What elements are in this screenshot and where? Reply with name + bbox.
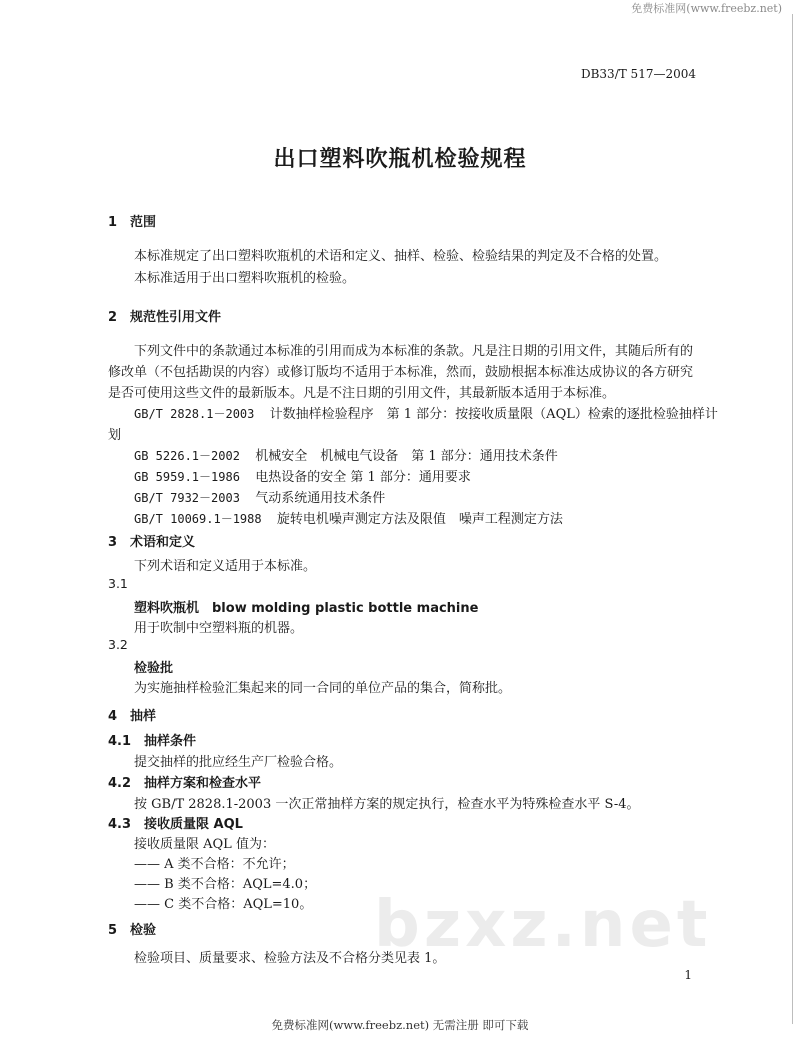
reference-title: 旋转电机噪声测定方法及限值 噪声工程测定方法 <box>276 512 563 527</box>
clause-4-1-text: 提交抽样的批应经生产厂检验合格。 <box>134 755 343 770</box>
reference-code: GB/T 2828.1－2003 <box>134 407 255 421</box>
section-4-heading: 4 抽样 <box>108 709 157 724</box>
section-1-paragraph-2: 本标准适用于出口塑料吹瓶机的检验。 <box>134 271 356 286</box>
clause-4-2-heading: 4.2 抽样方案和检查水平 <box>108 776 262 791</box>
reference-item <box>134 508 563 527</box>
section-2-para-line-2: 修改单（不包括勘误的内容）或修订版均不适用于本标准，然而，鼓励根据本标准达成协议的各方研究 <box>108 365 694 380</box>
page-number: 1 <box>684 968 692 982</box>
reference-code: GB 5959.1－1986 <box>134 470 240 484</box>
reference-code: GB/T 7932－2003 <box>134 491 240 505</box>
aql-list-item: —— C 类不合格：AQL=10。 <box>134 897 313 912</box>
aql-list-item: —— A 类不合格：不允许； <box>134 857 295 872</box>
reference-code: GB 5226.1－2002 <box>134 449 240 463</box>
clause-4-3-heading: 4.3 接收质量限 AQL <box>108 817 243 832</box>
document-title: 出口塑料吹瓶机检验规程 <box>273 147 527 172</box>
top-watermark: 免费标准网(www.freebz.net) <box>631 2 782 15</box>
clause-4-1-heading: 4.1 抽样条件 <box>108 734 197 749</box>
standard-number: DB33/T 517—2004 <box>580 67 696 81</box>
background-watermark: bzxz.net <box>374 888 712 962</box>
section-3-intro: 下列术语和定义适用于本标准。 <box>134 559 317 574</box>
section-3-heading: 3 术语和定义 <box>108 535 196 550</box>
clause-4-3-intro: 接收质量限 AQL 值为： <box>134 837 275 852</box>
term-number: 3.1 <box>108 576 128 591</box>
section-1-heading: 1 范围 <box>108 215 157 230</box>
section-5-text: 检验项目、质量要求、检验方法及不合格分类见表 1。 <box>134 951 446 966</box>
term-name: 检验批 <box>134 661 174 676</box>
term-definition: 为实施抽样检验汇集起来的同一合同的单位产品的集合，简称批。 <box>134 681 512 696</box>
bottom-watermark: 免费标准网(www.freebz.net) 无需注册 即可下载 <box>271 1018 529 1032</box>
reference-item <box>134 403 718 422</box>
reference-item <box>134 487 385 506</box>
aql-list-item: —— B 类不合格：AQL=4.0； <box>134 877 317 892</box>
section-2-para-line-3: 是否可使用这些文件的最新版本。凡是不注日期的引用文件，其最新版本适用于本标准。 <box>108 386 616 401</box>
reference-item <box>134 445 558 464</box>
clause-4-2-text: 按 GB/T 2828.1-2003 一次正常抽样方案的规定执行，检查水平为特殊检查水平 S-4。 <box>134 797 640 812</box>
reference-item <box>134 466 471 485</box>
reference-title: 计数抽样检验程序 第 1 部分：按接收质量限（AQL）检索的逐批检验抽样计 <box>269 407 718 422</box>
reference-title: 机械安全 机械电气设备 第 1 部分：通用技术条件 <box>255 449 558 464</box>
section-1-paragraph-1: 本标准规定了出口塑料吹瓶机的术语和定义、抽样、检验、检验结果的判定及不合格的处置。 <box>134 249 668 264</box>
section-2-para-line-1: 下列文件中的条款通过本标准的引用而成为本标准的条款。凡是注日期的引用文件，其随后所有的 <box>134 344 694 359</box>
term-number: 3.2 <box>108 637 128 652</box>
reference-title: 电热设备的安全 第 1 部分：通用要求 <box>255 470 471 485</box>
reference-code: GB/T 10069.1－1988 <box>134 512 262 526</box>
term-definition: 用于吹制中空塑料瓶的机器。 <box>134 621 304 636</box>
reference-title-continued: 划 <box>108 428 122 443</box>
reference-title: 气动系统通用技术条件 <box>255 491 386 506</box>
section-5-heading: 5 检验 <box>108 923 157 938</box>
section-2-heading: 2 规范性引用文件 <box>108 310 222 325</box>
term-name: 塑料吹瓶机 blow molding plastic bottle machine <box>134 601 479 616</box>
